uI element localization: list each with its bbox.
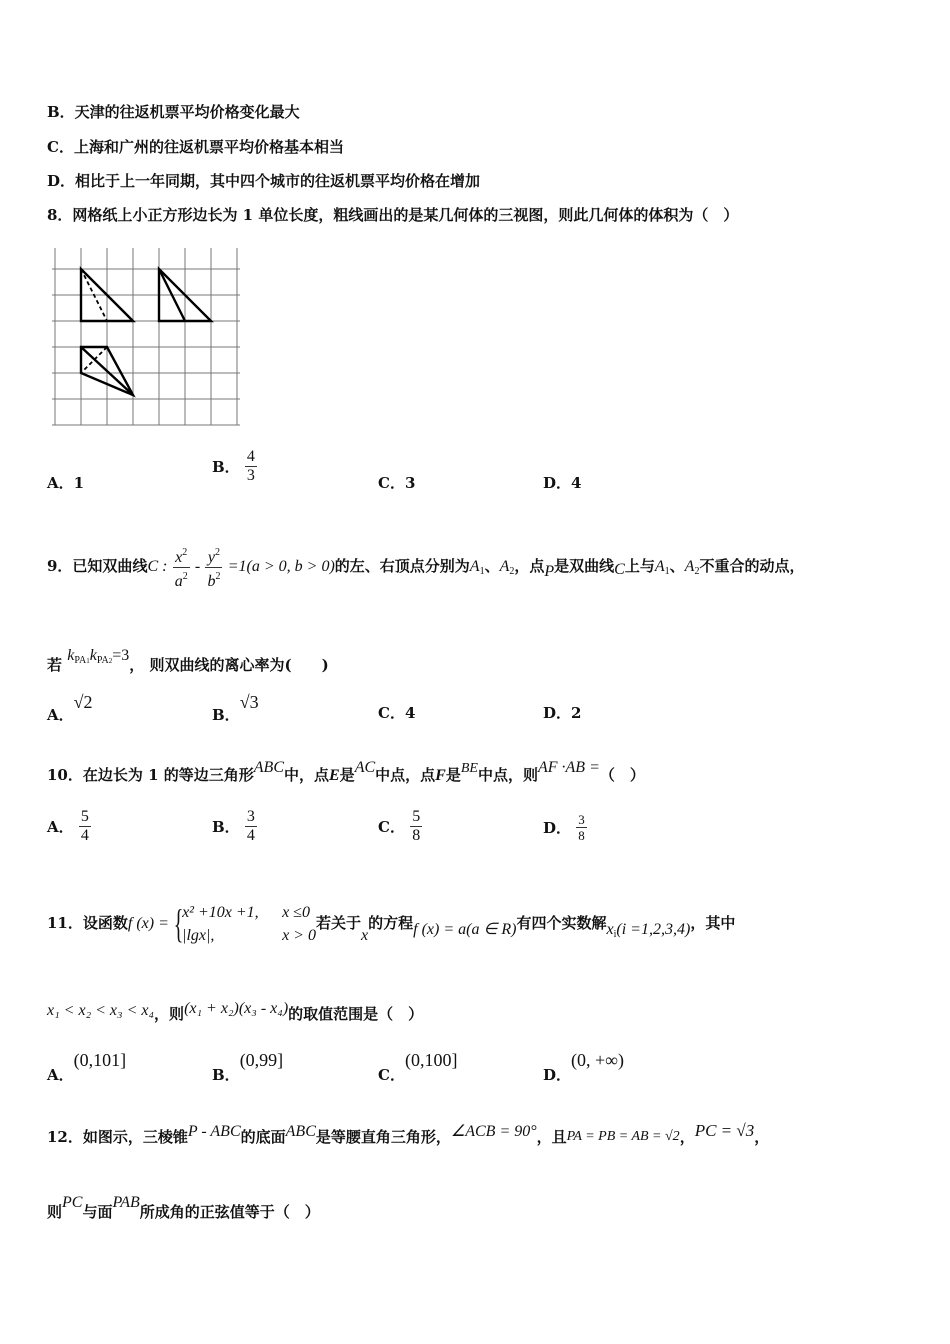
q11-option-b[interactable]: B．(0,99]: [212, 1050, 284, 1084]
q10-c-fraction: $\frac{5}{8}$: [412, 808, 421, 844]
q10-a-fraction: $\frac{5}{4}$: [80, 808, 89, 844]
q9-frac-y: $\frac{y^2}{b^2}$: [205, 544, 222, 591]
q12-line1: 12．如图示，三棱锥P - ABC的底面ABC是等腰直角三角形，∠ACB = 90°，且PA = PB = AB = √2，PC = √3，: [47, 1121, 770, 1146]
q9-line1: 9．已知双曲线C : $\frac{x^2}{a^2}$ - $\frac{y^2}{b^2}$ =1(a > 0, b > 0)的左、右顶点分别为$A_1$、$A_2$，点P是双曲线C上与$A_1$、$A_2$不重合的动点，: [47, 540, 804, 598]
q8-option-b[interactable]: B． $\frac{4}{3}$: [212, 448, 255, 484]
q12-line2: 则PC与面PAB所成角的正弦值等于（ ）: [47, 1194, 320, 1221]
q8-text: 8．网格纸上小正方形边长为 1 单位长度，粗线画出的是某几何体的三视图，则此几何体的体积为（ ）: [47, 206, 739, 224]
q8-b-fraction: $\frac{4}{3}$: [246, 448, 255, 484]
q10-line: 10．在边长为 1 的等边三角形ABC中，点E是AC中点，点F是BE中点，则AF ·AB =（ ）: [47, 759, 645, 784]
q11-option-d[interactable]: D．(0, +∞): [543, 1050, 624, 1084]
q10-b-fraction: $\frac{3}{4}$: [246, 808, 255, 844]
q11-option-c[interactable]: C．(0,100]: [378, 1050, 458, 1084]
q11-option-a[interactable]: A．(0,101]: [47, 1050, 127, 1084]
q11-piecewise: x² +10x +1, x ≤0 |lgx|, x > 0: [182, 904, 316, 944]
q11-line2: x₁ < x₂ < x₃ < x₄，则(x₁ + x₂)(x₃ - x₄)的取值范围是（ ）: [47, 1000, 424, 1023]
prev-option-b: B．天津的往返机票平均价格变化最大: [47, 103, 300, 121]
q9-option-a[interactable]: A．√2: [47, 692, 93, 724]
q10-option-a[interactable]: A． $\frac{5}{4}$: [47, 808, 89, 844]
q9-option-b[interactable]: B．√3: [212, 692, 259, 724]
q8-option-d[interactable]: D．4: [543, 474, 582, 492]
q10-option-c[interactable]: C． $\frac{5}{8}$: [378, 808, 421, 844]
q8-option-c[interactable]: C．3: [378, 474, 416, 492]
q10-d-fraction: $\frac{3}{8}$: [578, 812, 585, 843]
q10-option-d[interactable]: D． $\frac{3}{8}$: [543, 812, 585, 843]
q9-option-d[interactable]: D．2: [543, 704, 582, 722]
q10-option-b[interactable]: B． $\frac{3}{4}$: [212, 808, 255, 844]
prev-option-d: D．相比于上一年同期，其中四个城市的往返机票平均价格在增加: [47, 172, 481, 190]
three-view-figure: [52, 248, 242, 428]
q9-option-c[interactable]: C．4: [378, 704, 416, 722]
prev-option-c: C．上海和广州的往返机票平均价格基本相当: [47, 138, 344, 156]
q9-line2: 若 $k_{PA1}k_{PA2}=3$， 则双曲线的离心率为( ): [47, 647, 329, 674]
q8-option-a[interactable]: A．1: [47, 474, 85, 492]
q11-line1: 11．设函数f (x) = { x² +10x +1, x ≤0 |lgx|, x > 0 若关于x的方程f (x) = a(a ∈ R)有四个实数解$x_i(i =1,2,3,4)$，其中: [47, 901, 736, 946]
q9-frac-x: $\frac{x^2}{a^2}$: [173, 544, 190, 591]
